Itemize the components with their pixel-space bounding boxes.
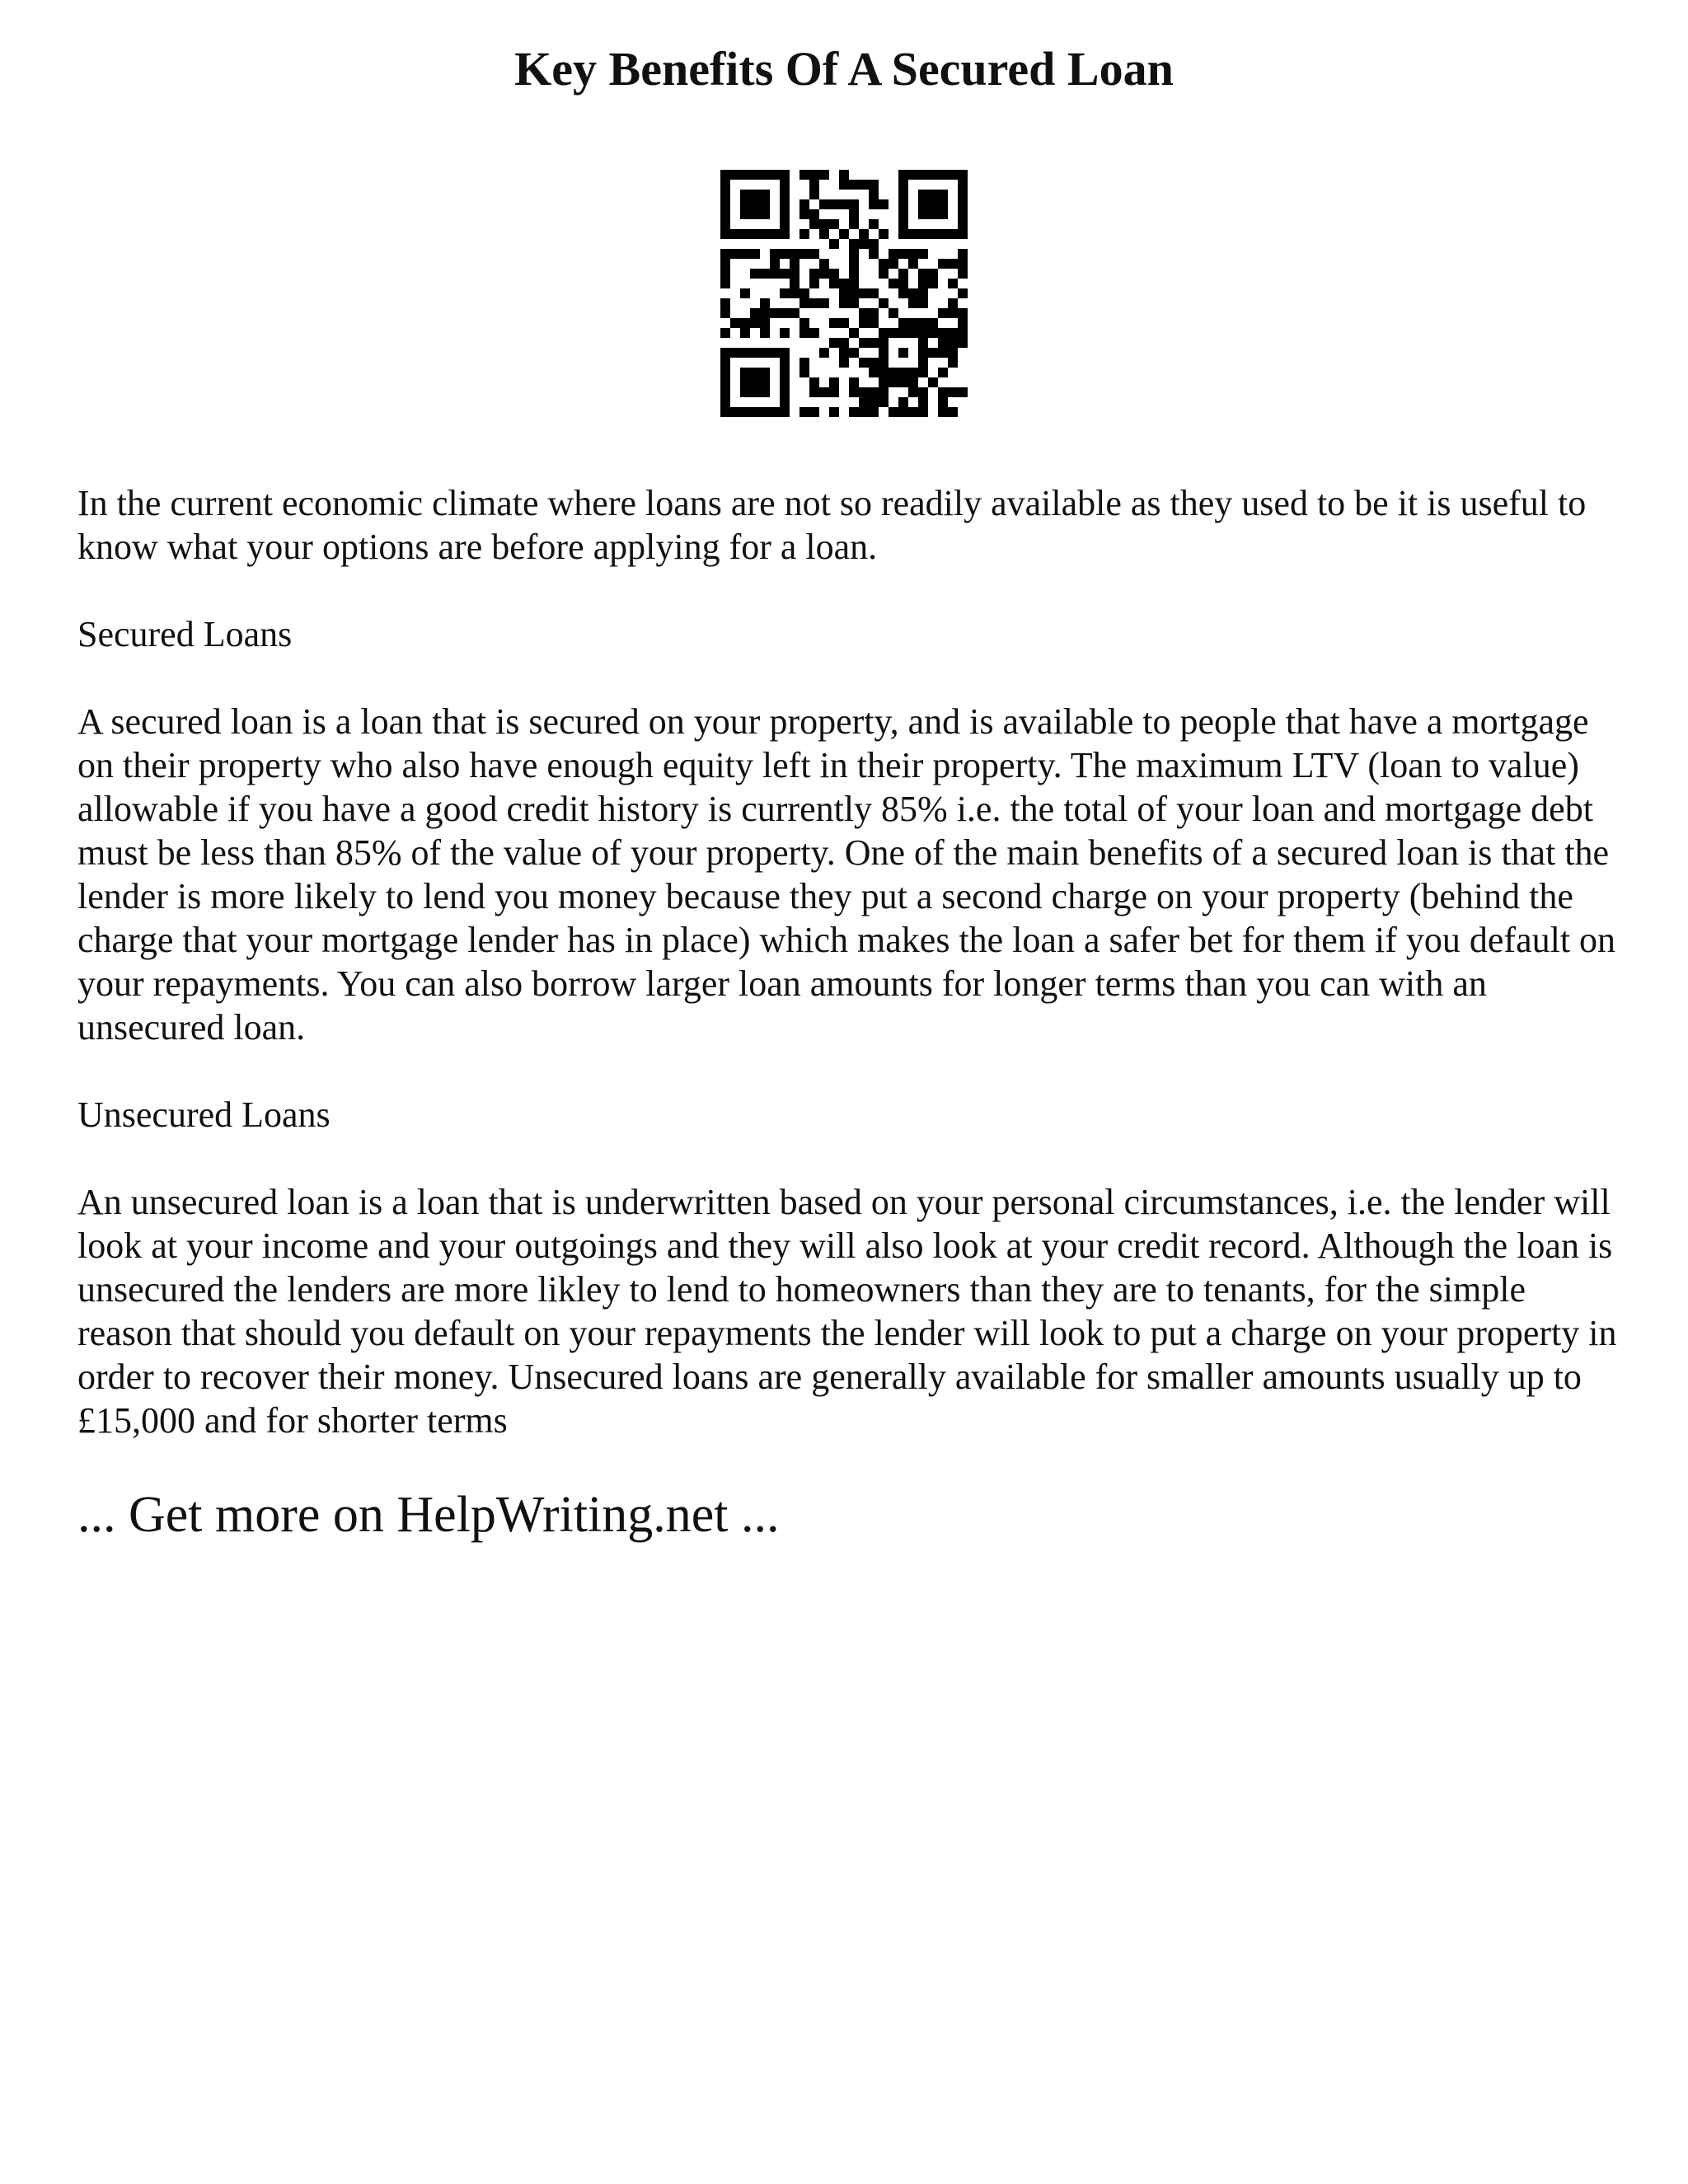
section-heading-secured: Secured Loans bbox=[77, 614, 293, 654]
document-body bbox=[77, 481, 1627, 1486]
qr-code-icon bbox=[720, 170, 968, 417]
page-title: Key Benefits Of A Secured Loan bbox=[514, 42, 1174, 96]
unsecured-loans-paragraph: An unsecured loan is a loan that is underwritten based on your personal circumstances, i.e. the lender will look at your income and your outgoings and they will also look at your credit record. Although the loan is unsecured the lenders are more likley to lend to homeowners than they are to tenants, for the simple reason that should you default on your repayments the lender will look to put a charge on your property in order to recover their money. Unsecured loans are generally available for smaller amounts usually up to £15,000 and for shorter terms bbox=[77, 1182, 1617, 1441]
intro-paragraph: In the current economic climate where loans are not so readily available as they used to be it is useful to know what your options are before applying for a loan. bbox=[77, 483, 1587, 567]
secured-loans-paragraph: A secured loan is a loan that is secured on your property, and is available to people that have a mortgage on their property who also have enough equity left in their property. The maximum LTV (loan to value) allowable if you have a good credit history is currently 85% i.e. the total of your loan and mortgage debt must be less than 85% of the value of your property. One of the main benefits of a secured loan is that the lender is more likely to lend you money because they put a second charge on your property (behind the charge that your mortgage lender has in place) which makes the loan a safer bet for them if you default on your repayments. You can also borrow larger loan amounts for longer terms than you can with an unsecured loan. bbox=[77, 701, 1616, 1047]
section-heading-unsecured: Unsecured Loans bbox=[77, 1094, 331, 1135]
get-more-link[interactable]: ... Get more on HelpWriting.net ... bbox=[77, 1487, 780, 1543]
